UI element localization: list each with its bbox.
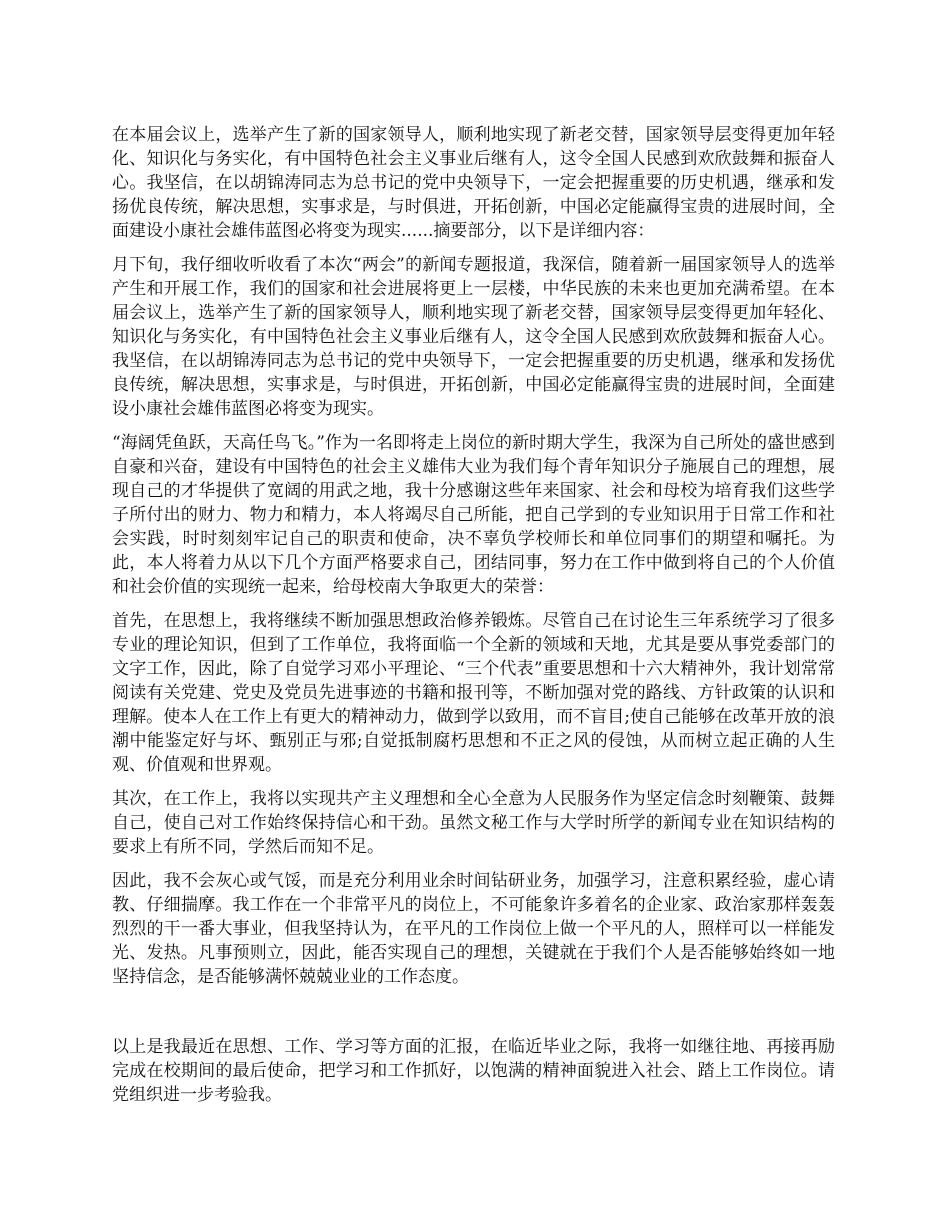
paragraph-work: 其次，在工作上，我将以实现共产主义理想和全心全意为人民服务作为坚定信念时刻鞭策、鼓舞自己，使自己对工作始终保持信心和干劲。虽然文秘工作与大学时所学的新闻专业在知识结构的要求上有所不同，学然后而知不足。 — [112, 789, 835, 857]
paragraph-quote: “海阔凭鱼跃，天高任鸟飞。”作为一名即将走上岗位的新时期大学生，我深为自己所处的盛世感到自豪和兴奋，建设有中国特色的社会主义雄伟大业为我们每个青年知识分子施展自己的理想，展现自己的才华提供了宽阔的用武之地，我十分感谢这些年来国家、社会和母校为培育我们这些学子所付出的财力、物力和精力，本人将竭尽自己所能，把自己学到的专业知识用于日常工作和社会实践，时时刻刻牢记自己的职责和使命，决不辜负学校师长和单位同事们的期望和嘱托。为此，本人将着力从以下几个方面严格要求自己，团结同事，努力在工作中做到将自己的个人价值和社会价值的实现统一起来，给母校南大争取更大的荣誉： — [112, 433, 835, 597]
document-body — [112, 123, 835, 1117]
paragraph-two-sessions: 月下旬，我仔细收听收看了本次“两会”的新闻专题报道，我深信，随着新一届国家领导人的选举产生和开展工作，我们的国家和社会进展将更上一层楼，中华民族的未来也更加充满希望。在本届会议上，选举产生了新的国家领导人，顺利地实现了新老交替，国家领导层变得更加年轻化、知识化与务实化，有中国特色社会主义事业后继有人，这令全国人民感到欢欣鼓舞和振奋人心。我坚信，在以胡锦涛同志为总书记的党中央领导下，一定会把握重要的历史机遇，继承和发扬优良传统，解决思想，实事求是，与时俱进，开拓创新，中国必定能赢得宝贵的进展时间，全面建设小康社会雄伟蓝图必将变为现实。 — [112, 255, 835, 419]
paragraph-therefore: 因此，我不会灰心或气馁，而是充分利用业余时间钻研业务，加强学习，注意积累经验，虚心请教、仔细揣摩。我工作在一个非常平凡的岗位上，不可能象许多着名的企业家、政治家那样轰轰烈烈的干一番大事业，但我坚持认为，在平凡的工作岗位上做一个平凡的人，照样可以一样能发光、发热。凡事预则立，因此，能否实现自己的理想，关键就在于我们个人是否能够始终如一地坚持信念，是否能够满怀兢兢业业的工作态度。 — [112, 871, 835, 987]
paragraph-ideology: 首先，在思想上，我将继续不断加强思想政治修养锻炼。尽管自己在讨论生三年系统学习了很多专业的理论知识，但到了工作单位，我将面临一个全新的领域和天地，尤其是要从事党委部门的文字工作，因此，除了自觉学习邓小平理论、“三个代表”重要思想和十六大精神外，我计划常常阅读有关党建、党史及党员先进事迹的书籍和报刊等，不断加强对党的路线、方针政策的认识和理解。使本人在工作上有更大的精神动力，做到学以致用，而不盲目;使自己能够在改革开放的浪潮中能鉴定好与坏、甄别正与邪;自觉抵制腐朽思想和不正之风的侵蚀，从而树立起正确的人生观、价值观和世界观。 — [112, 611, 835, 775]
paragraph-conclusion: 以上是我最近在思想、工作、学习等方面的汇报，在临近毕业之际，我将一如继往地、再接再励完成在校期间的最后使命，把学习和工作抓好，以饱满的精神面貌进入社会、踏上工作岗位。请党组织进一步考验我。 — [112, 1037, 835, 1105]
paragraph-summary: 在本届会议上，选举产生了新的国家领导人，顺利地实现了新老交替，国家领导层变得更加年轻化、知识化与务实化，有中国特色社会主义事业后继有人，这令全国人民感到欢欣鼓舞和振奋人心。我坚信，在以胡锦涛同志为总书记的党中央领导下，一定会把握重要的历史机遇，继承和发扬优良传统，解决思想，实事求是，与时俱进，开拓创新，中国必定能赢得宝贵的进展时间，全面建设小康社会雄伟蓝图必将变为现实......摘要部分，以下是详细内容： — [112, 125, 835, 241]
